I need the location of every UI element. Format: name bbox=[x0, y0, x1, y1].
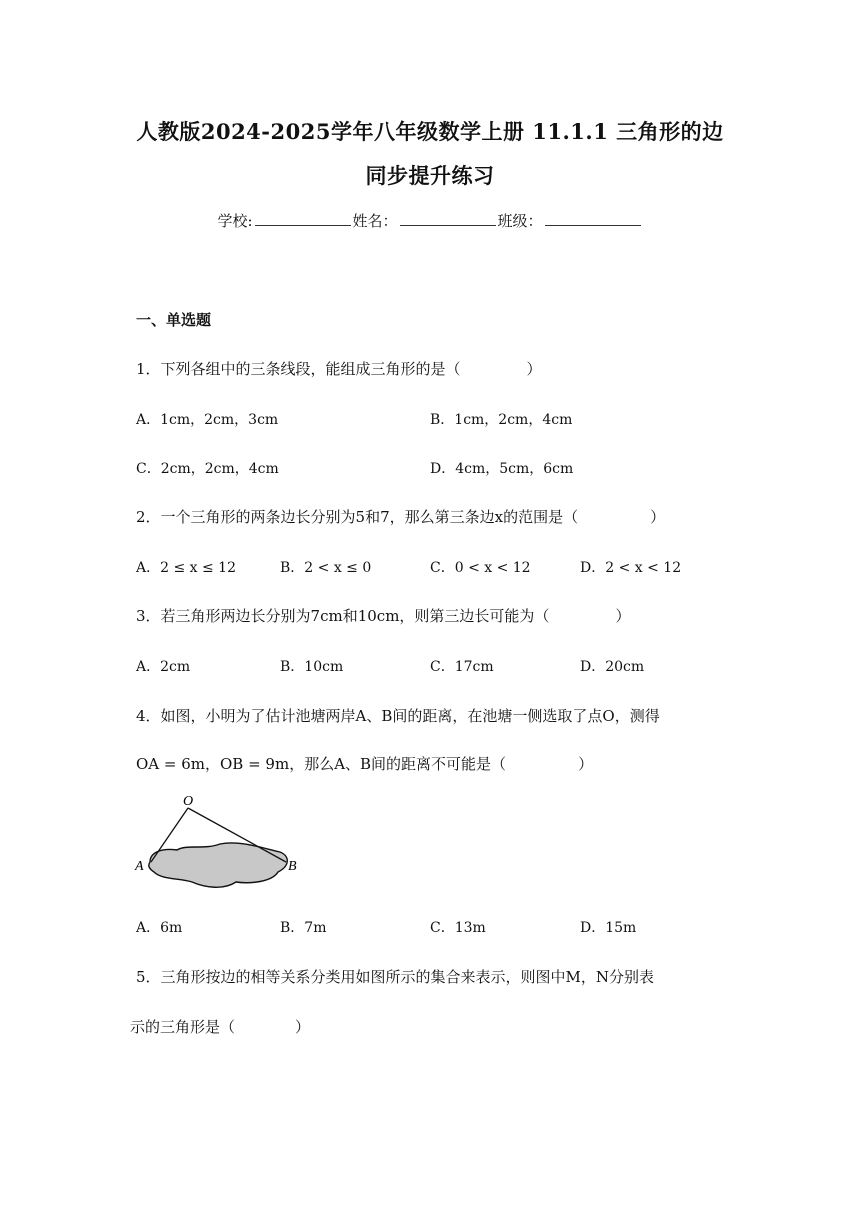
question-3-option-d[interactable]: D．20cm bbox=[580, 659, 645, 675]
question-4-stem-line2 bbox=[136, 753, 593, 774]
question-1-option-d[interactable]: D．4cm，5cm，6cm bbox=[430, 461, 574, 477]
question-4-option-c[interactable]: C．13m bbox=[430, 920, 486, 936]
question-5-stem: 5．三角形按边的相等关系分类用如图所示的集合来表示，则图中M，N分别表 bbox=[136, 968, 655, 986]
question-2-close: ） bbox=[650, 508, 666, 526]
question-4-option-d[interactable]: D．15m bbox=[580, 920, 637, 936]
name-label: 姓名： bbox=[352, 212, 398, 230]
question-1-stem bbox=[136, 358, 542, 379]
pond-shape bbox=[149, 843, 287, 887]
question-5-close: ） bbox=[295, 1018, 311, 1036]
school-label: 学校: bbox=[217, 212, 253, 230]
pond-figure bbox=[132, 792, 312, 902]
question-2-option-b[interactable]: B．2 < x ≤ 0 bbox=[280, 560, 372, 576]
question-3-text: 3．若三角形两边长分别为7cm和10cm，则第三边长可能为（ bbox=[136, 607, 550, 625]
question-3-stem bbox=[136, 605, 630, 626]
question-4-close: ） bbox=[578, 755, 594, 773]
question-4-stem: 4．如图，小明为了估计池塘两岸A、B间的距离，在池塘一侧选取了点O，测得 bbox=[136, 707, 660, 725]
question-3-close: ） bbox=[615, 607, 631, 625]
question-3-option-c[interactable]: C．17cm bbox=[430, 659, 494, 675]
section-heading: 一、单选题 bbox=[136, 311, 212, 329]
question-3-option-a[interactable]: A．2cm bbox=[136, 659, 191, 675]
student-info-row bbox=[0, 210, 860, 231]
question-4-option-a[interactable]: A．6m bbox=[136, 920, 183, 936]
page-subtitle: 同步提升练习 bbox=[365, 163, 495, 188]
question-1-option-b[interactable]: B．1cm，2cm，4cm bbox=[430, 412, 573, 428]
point-a-label: A bbox=[135, 859, 144, 874]
question-1-option-c[interactable]: C．2cm，2cm，4cm bbox=[136, 461, 279, 477]
question-4-text2: OA = 6m，OB = 9m，那么A、B间的距离不可能是（ bbox=[136, 755, 507, 773]
question-2-option-c[interactable]: C．0 < x < 12 bbox=[430, 560, 531, 576]
question-1-option-a[interactable]: A．1cm，2cm，3cm bbox=[136, 412, 279, 428]
page-title: 人教版2024-2025学年八年级数学上册 11.1.1 三角形的边 bbox=[136, 119, 724, 144]
question-2-option-d[interactable]: D．2 < x < 12 bbox=[580, 560, 682, 576]
point-b-label: B bbox=[288, 859, 297, 874]
school-blank[interactable] bbox=[255, 211, 351, 226]
question-1-close: ） bbox=[526, 360, 542, 378]
point-o-label: O bbox=[183, 794, 194, 809]
class-label: 班级： bbox=[497, 212, 543, 230]
question-2-text: 2．一个三角形的两条边长分别为5和7，那么第三条边x的范围是（ bbox=[136, 508, 579, 526]
question-1-text: 1．下列各组中的三条线段，能组成三角形的是（ bbox=[136, 360, 461, 378]
question-3-option-b[interactable]: B．10cm bbox=[280, 659, 344, 675]
question-2-option-a[interactable]: A．2 ≤ x ≤ 12 bbox=[136, 560, 236, 576]
name-blank[interactable] bbox=[400, 211, 496, 226]
question-4-option-b[interactable]: B．7m bbox=[280, 920, 327, 936]
question-5-text2: 示的三角形是（ bbox=[130, 1018, 236, 1036]
question-5-stem-line2 bbox=[130, 1016, 310, 1037]
class-blank[interactable] bbox=[545, 211, 641, 226]
question-2-stem bbox=[136, 506, 665, 527]
